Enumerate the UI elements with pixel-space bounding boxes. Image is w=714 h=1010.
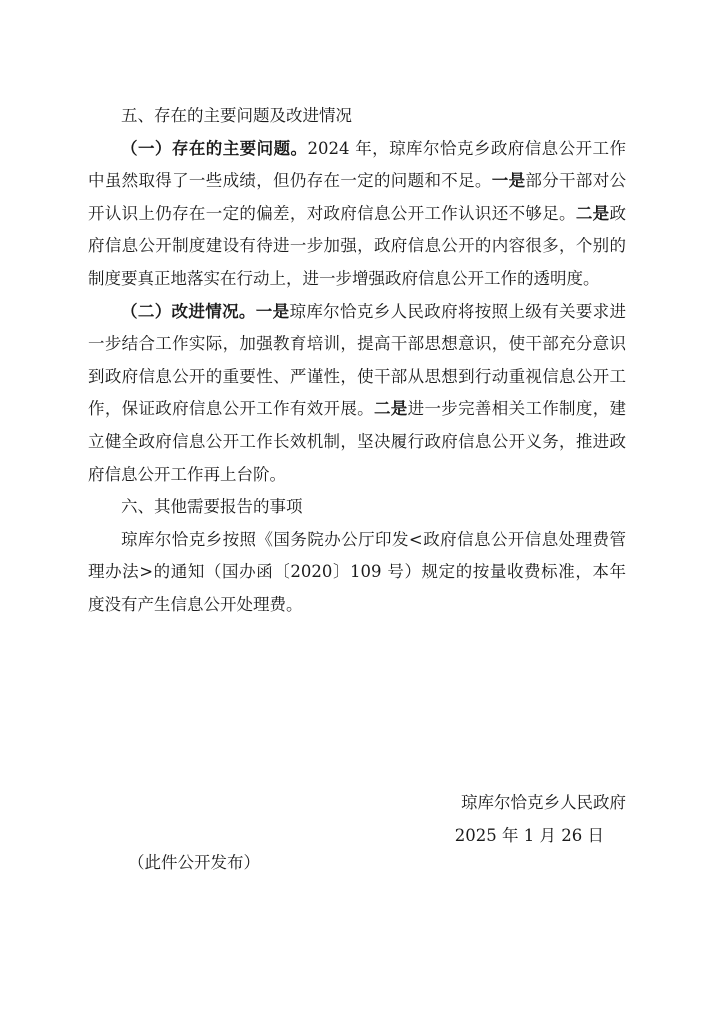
release-note: （此件公开发布） bbox=[128, 853, 260, 872]
section-5-heading: 五、存在的主要问题及改进情况 bbox=[121, 106, 352, 125]
part-1-marker-1: 一是 bbox=[491, 171, 526, 191]
signature-date: 2025 年 1 月 26 日 bbox=[454, 825, 604, 845]
part-1-text-2: 部分干部对公开认识上仍存在一定的偏差，对政府信息公开工作认识还不够足。 bbox=[88, 171, 627, 223]
signature-organization: 琼库尔恰克乡人民政府 bbox=[461, 793, 626, 812]
section-5-part-1-paragraph bbox=[88, 133, 626, 296]
part-1-text-1: 2024 年，琼库尔恰克乡政府信息公开工作中虽然取得了一些成绩，但仍存在一定的问题和不足。 bbox=[88, 138, 626, 191]
part-2-marker-2: 二是 bbox=[373, 399, 408, 419]
section-5-part-2-paragraph bbox=[88, 296, 626, 492]
part-2-marker-1: 一是 bbox=[255, 301, 290, 321]
section-6-paragraph: 琼库尔恰克乡按照《国务院办公厅印发<政府信息公开信息处理费管理办法>的通知（国办函〔2020〕109 号）规定的按量收费标准，本年度没有产生信息公开处理费。 bbox=[88, 529, 626, 614]
part-1-lead: （一）存在的主要问题。 bbox=[121, 138, 308, 158]
part-2-lead: （二）改进情况。 bbox=[121, 301, 256, 321]
section-6-heading: 六、其他需要报告的事项 bbox=[121, 497, 303, 517]
signature-block bbox=[326, 787, 626, 852]
part-1-marker-2: 二是 bbox=[575, 203, 610, 223]
part-2-text-2: 进一步完善相关工作制度，建立健全政府信息公开工作长效机制，坚决履行政府信息公开义务，推进政府信息公开工作再上台阶。 bbox=[88, 399, 627, 484]
part-2-text-1: 琼库尔恰克乡人民政府将按照上级有关要求进一步结合工作实际，加强教育培训，提高干部思想意识，使干部充分意识到政府信息公开的重要性、严谨性，使干部从思想到行动重视信息公开工作，保证政府信息公开工作有效开展。 bbox=[88, 301, 627, 419]
part-1-text-3: 政府信息公开制度建设有待进一步加强，政府信息公开的内容很多，个别的制度要真正地落实在行动上，进一步增强政府信息公开工作的透明度。 bbox=[88, 203, 627, 288]
document-body bbox=[88, 100, 626, 622]
